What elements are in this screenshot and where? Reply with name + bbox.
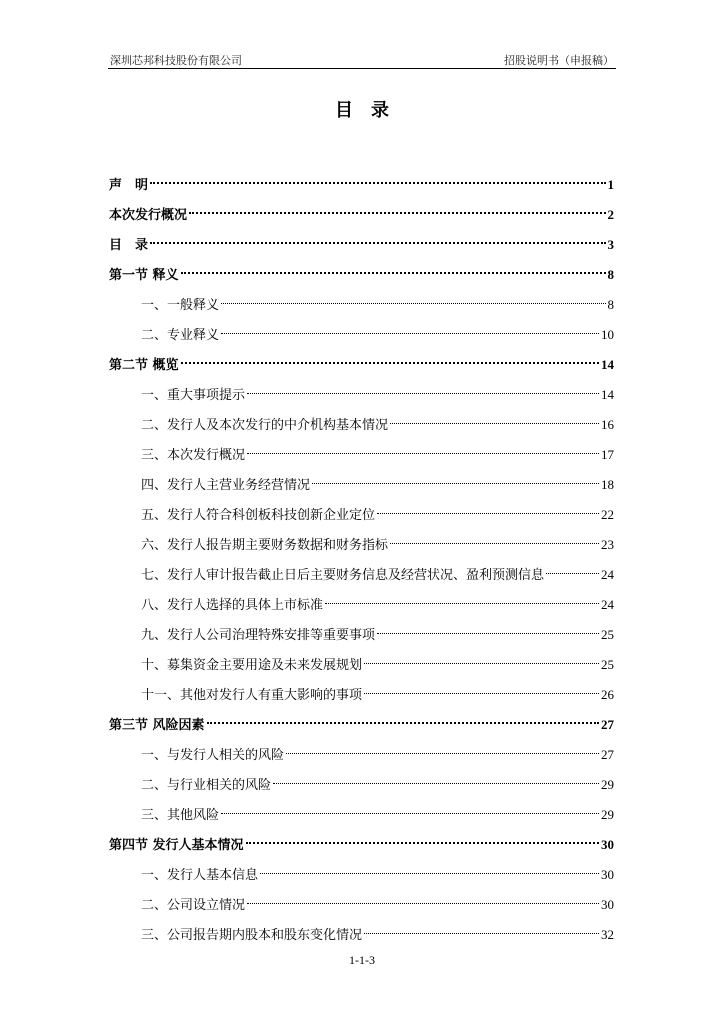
table-of-contents <box>109 170 614 950</box>
toc-subsection-entry[interactable] <box>109 530 614 560</box>
toc-dot-leader <box>247 452 599 454</box>
toc-section-entry[interactable] <box>109 260 614 290</box>
toc-entry-page: 8 <box>607 267 614 282</box>
toc-entry-label: 一、重大事项提示 <box>141 388 246 403</box>
toc-subsection-entry[interactable] <box>109 290 614 320</box>
toc-entry-page: 26 <box>601 687 614 702</box>
toc-entry-label: 七、发行人审计报告截止日后主要财务信息及经营状况、盈利预测信息 <box>141 568 545 583</box>
toc-dot-leader <box>546 572 599 574</box>
toc-entry-label: 十、募集资金主要用途及未来发展规划 <box>141 658 363 673</box>
toc-entry-label: 声 明 <box>109 178 149 193</box>
toc-entry-page: 30 <box>601 867 614 882</box>
toc-entry-page: 27 <box>601 747 614 762</box>
toc-dot-leader <box>221 332 599 334</box>
toc-entry-label: 二、发行人及本次发行的中介机构基本情况 <box>141 418 389 433</box>
toc-entry-page: 25 <box>601 657 614 672</box>
toc-entry-page: 32 <box>601 927 614 942</box>
toc-dot-leader <box>207 721 599 724</box>
toc-dot-leader <box>312 482 599 484</box>
toc-dot-leader <box>189 211 605 214</box>
toc-entry-label: 一、一般释义 <box>141 298 220 313</box>
toc-section-entry[interactable] <box>109 170 614 200</box>
header-document-title: 招股说明书（申报稿） <box>504 54 614 67</box>
toc-subsection-entry[interactable] <box>109 470 614 500</box>
toc-subsection-entry[interactable] <box>109 920 614 950</box>
toc-section-entry[interactable] <box>109 200 614 230</box>
toc-dot-leader <box>150 181 605 184</box>
toc-subsection-entry[interactable] <box>109 410 614 440</box>
page-number: 1-1-3 <box>349 953 375 967</box>
toc-entry-label: 二、公司设立情况 <box>141 898 246 913</box>
toc-dot-leader <box>246 841 599 844</box>
toc-dot-leader <box>286 752 599 754</box>
toc-entry-page: 16 <box>601 417 614 432</box>
toc-subsection-entry[interactable] <box>109 680 614 710</box>
toc-dot-leader <box>364 692 599 694</box>
toc-dot-leader <box>221 812 599 814</box>
toc-dot-leader <box>364 932 599 934</box>
toc-subsection-entry[interactable] <box>109 560 614 590</box>
toc-subsection-entry[interactable] <box>109 590 614 620</box>
toc-dot-leader <box>377 632 599 634</box>
toc-dot-leader <box>221 302 605 304</box>
toc-entry-page: 24 <box>601 567 614 582</box>
toc-entry-page: 30 <box>601 897 614 912</box>
toc-dot-leader <box>364 662 599 664</box>
toc-dot-leader <box>181 271 606 274</box>
toc-entry-page: 1 <box>607 177 614 192</box>
toc-subsection-entry[interactable] <box>109 440 614 470</box>
toc-subsection-entry[interactable] <box>109 800 614 830</box>
toc-entry-page: 23 <box>601 537 614 552</box>
toc-subsection-entry[interactable] <box>109 380 614 410</box>
toc-entry-page: 25 <box>601 627 614 642</box>
toc-entry-page: 10 <box>601 327 614 342</box>
toc-section-entry[interactable] <box>109 230 614 260</box>
toc-dot-leader <box>260 872 599 874</box>
toc-dot-leader <box>273 782 599 784</box>
toc-entry-label: 第一节 释义 <box>109 268 179 283</box>
toc-entry-label: 九、发行人公司治理特殊安排等重要事项 <box>141 628 376 643</box>
toc-entry-label: 第二节 概览 <box>109 358 179 373</box>
toc-entry-page: 29 <box>601 777 614 792</box>
toc-entry-label: 三、本次发行概况 <box>141 448 246 463</box>
toc-subsection-entry[interactable] <box>109 740 614 770</box>
toc-entry-page: 14 <box>601 387 614 402</box>
toc-dot-leader <box>247 902 599 904</box>
toc-entry-page: 18 <box>601 477 614 492</box>
toc-entry-label: 二、与行业相关的风险 <box>141 778 272 793</box>
toc-entry-page: 17 <box>601 447 614 462</box>
toc-dot-leader <box>390 542 599 544</box>
toc-entry-label: 四、发行人主营业务经营情况 <box>141 478 311 493</box>
toc-subsection-entry[interactable] <box>109 770 614 800</box>
toc-entry-page: 27 <box>601 717 614 732</box>
toc-subsection-entry[interactable] <box>109 500 614 530</box>
toc-entry-page: 14 <box>601 357 614 372</box>
toc-subsection-entry[interactable] <box>109 620 614 650</box>
toc-subsection-entry[interactable] <box>109 860 614 890</box>
toc-entry-label: 五、发行人符合科创板科技创新企业定位 <box>141 508 376 523</box>
toc-entry-label: 一、发行人基本信息 <box>141 868 259 883</box>
header-company: 深圳芯邦科技股份有限公司 <box>110 54 242 67</box>
toc-subsection-entry[interactable] <box>109 650 614 680</box>
toc-entry-label: 第四节 发行人基本情况 <box>109 838 244 853</box>
toc-section-entry[interactable] <box>109 710 614 740</box>
toc-entry-label: 一、与发行人相关的风险 <box>141 748 285 763</box>
toc-entry-page: 22 <box>601 507 614 522</box>
toc-entry-page: 29 <box>601 807 614 822</box>
toc-dot-leader <box>377 512 599 514</box>
toc-entry-label: 目 录 <box>109 238 149 253</box>
toc-dot-leader <box>181 361 599 364</box>
toc-section-entry[interactable] <box>109 830 614 860</box>
toc-subsection-entry[interactable] <box>109 890 614 920</box>
toc-entry-page: 3 <box>607 237 614 252</box>
toc-entry-label: 八、发行人选择的具体上市标准 <box>141 598 324 613</box>
page-title: 目录 <box>335 100 407 121</box>
toc-entry-label: 十一、其他对发行人有重大影响的事项 <box>141 688 363 703</box>
toc-entry-label: 三、其他风险 <box>141 808 220 823</box>
toc-entry-page: 2 <box>607 207 614 222</box>
toc-dot-leader <box>325 602 599 604</box>
toc-entry-label: 三、公司报告期内股本和股东变化情况 <box>141 928 363 943</box>
toc-entry-label: 本次发行概况 <box>109 208 188 223</box>
toc-dot-leader <box>247 392 599 394</box>
toc-subsection-entry[interactable] <box>109 320 614 350</box>
toc-section-entry[interactable] <box>109 350 614 380</box>
toc-entry-page: 8 <box>607 297 614 312</box>
toc-entry-page: 30 <box>601 837 614 852</box>
toc-dot-leader <box>150 241 605 244</box>
toc-dot-leader <box>390 422 599 424</box>
toc-entry-page: 24 <box>601 597 614 612</box>
toc-entry-label: 二、专业释义 <box>141 328 220 343</box>
toc-entry-label: 第三节 风险因素 <box>109 718 205 733</box>
page-header <box>108 50 616 69</box>
toc-entry-label: 六、发行人报告期主要财务数据和财务指标 <box>141 538 389 553</box>
